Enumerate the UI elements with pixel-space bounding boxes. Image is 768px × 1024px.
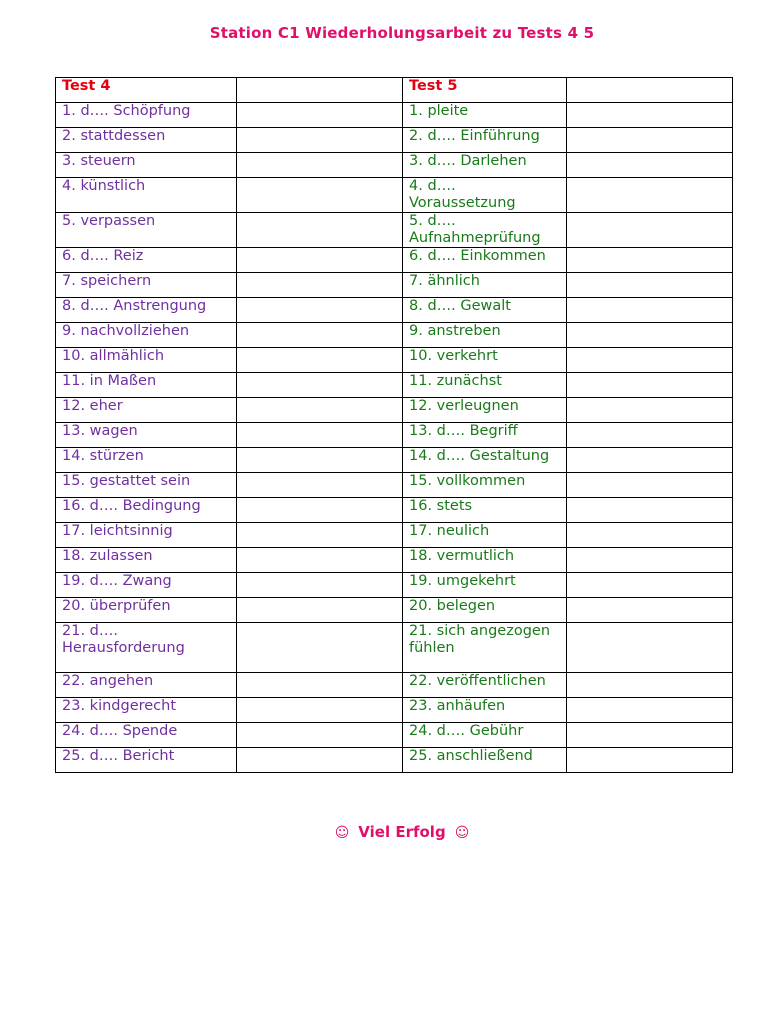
test5-item: 18. vermutlich [403,548,567,573]
test5-item: 20. belegen [403,598,567,623]
answer-cell [567,128,733,153]
answer-cell [567,523,733,548]
test4-item: 12. eher [56,398,237,423]
answer-cell [567,213,733,248]
answer-cell [237,748,403,773]
test5-item: 11. zunächst [403,373,567,398]
answer-cell [237,78,403,103]
answer-cell [567,448,733,473]
table-row [56,548,733,573]
smiley-icon: ☺ [454,825,470,841]
answer-cell [567,298,733,323]
answer-cell [237,473,403,498]
table-row [56,213,733,248]
test5-item: 2. d…. Einführung [403,128,567,153]
answer-cell [567,673,733,698]
answer-cell [237,698,403,723]
test4-item: 6. d…. Reiz [56,248,237,273]
answer-cell [567,723,733,748]
test4-item: 13. wagen [56,423,237,448]
answer-cell [237,423,403,448]
test4-item: 9. nachvollziehen [56,323,237,348]
test4-item: 14. stürzen [56,448,237,473]
table-row [56,273,733,298]
answer-cell [567,548,733,573]
test4-item: 21. d…. Herausforderung [56,623,237,673]
table-row [56,573,733,598]
table-row [56,623,733,673]
test5-item: 23. anhäufen [403,698,567,723]
table-row [56,398,733,423]
answer-cell [237,298,403,323]
table-row [56,373,733,398]
answer-cell [567,178,733,213]
test5-item: 21. sich angezogen fühlen [403,623,567,673]
test4-item: 25. d…. Bericht [56,748,237,773]
answer-cell [237,348,403,373]
answer-cell [567,598,733,623]
test4-header: Test 4 [56,78,237,103]
test4-item: 2. stattdessen [56,128,237,153]
test4-item: 5. verpassen [56,213,237,248]
answer-cell [237,373,403,398]
answer-cell [567,103,733,128]
test5-item: 4. d…. Voraussetzung [403,178,567,213]
table-row [56,673,733,698]
answer-cell [237,323,403,348]
test5-item: 5. d…. Aufnahmeprüfung [403,213,567,248]
table-row [56,598,733,623]
answer-cell [567,473,733,498]
footer-message [0,823,768,841]
answer-cell [567,273,733,298]
vocabulary-table [55,77,733,773]
answer-cell [237,523,403,548]
answer-cell [567,153,733,178]
smiley-icon: ☺ [334,825,350,841]
test4-item: 22. angehen [56,673,237,698]
table-row [56,498,733,523]
table-row [56,748,733,773]
test4-item: 10. allmählich [56,348,237,373]
table-row [56,698,733,723]
table-header-row [56,78,733,103]
test4-item: 23. kindgerecht [56,698,237,723]
test5-item: 14. d…. Gestaltung [403,448,567,473]
table-row [56,523,733,548]
answer-cell [237,248,403,273]
table-row [56,448,733,473]
table-row [56,128,733,153]
test4-item: 16. d…. Bedingung [56,498,237,523]
test4-item: 1. d…. Schöpfung [56,103,237,128]
answer-cell [567,423,733,448]
test5-item: 22. veröffentlichen [403,673,567,698]
answer-cell [237,623,403,673]
test5-item: 1. pleite [403,103,567,128]
table-row [56,348,733,373]
test4-item: 18. zulassen [56,548,237,573]
answer-cell [237,723,403,748]
page-title: Station C1 Wiederholungsarbeit zu Tests 4 5 [209,24,595,42]
answer-cell [237,448,403,473]
test4-item: 17. leichtsinnig [56,523,237,548]
test5-item: 3. d…. Darlehen [403,153,567,178]
answer-cell [567,248,733,273]
answer-cell [237,178,403,213]
test4-item: 15. gestattet sein [56,473,237,498]
test5-item: 9. anstreben [403,323,567,348]
table-row [56,248,733,273]
answer-cell [237,498,403,523]
test5-item: 12. verleugnen [403,398,567,423]
table-row [56,103,733,128]
answer-cell [567,573,733,598]
test4-item: 8. d…. Anstrengung [56,298,237,323]
answer-cell [567,623,733,673]
test5-item: 6. d…. Einkommen [403,248,567,273]
test5-item: 19. umgekehrt [403,573,567,598]
test5-item: 8. d…. Gewalt [403,298,567,323]
answer-cell [237,128,403,153]
table-row [56,178,733,213]
answer-cell [237,398,403,423]
test5-item: 15. vollkommen [403,473,567,498]
answer-cell [237,273,403,298]
answer-cell [567,373,733,398]
answer-cell [567,498,733,523]
test4-item: 3. steuern [56,153,237,178]
answer-cell [567,398,733,423]
test5-item: 10. verkehrt [403,348,567,373]
table-row [56,723,733,748]
answer-cell [567,748,733,773]
test5-item: 25. anschließend [403,748,567,773]
answer-cell [567,323,733,348]
test5-item: 16. stets [403,498,567,523]
test4-item: 7. speichern [56,273,237,298]
answer-cell [237,673,403,698]
footer-text: Viel Erfolg [358,823,446,841]
test5-item: 24. d…. Gebühr [403,723,567,748]
table-row [56,153,733,178]
test4-item: 4. künstlich [56,178,237,213]
table-row [56,323,733,348]
answer-cell [237,153,403,178]
answer-cell [567,78,733,103]
answer-cell [237,573,403,598]
test5-item: 7. ähnlich [403,273,567,298]
test4-item: 20. überprüfen [56,598,237,623]
table-row [56,423,733,448]
test5-header: Test 5 [403,78,567,103]
answer-cell [237,103,403,128]
test4-item: 19. d…. Zwang [56,573,237,598]
table-row [56,473,733,498]
answer-cell [237,213,403,248]
answer-cell [567,348,733,373]
test4-item: 24. d…. Spende [56,723,237,748]
answer-cell [567,698,733,723]
answer-cell [237,548,403,573]
table-row [56,298,733,323]
test5-item: 13. d…. Begriff [403,423,567,448]
test5-item: 17. neulich [403,523,567,548]
answer-cell [237,598,403,623]
test4-item: 11. in Maßen [56,373,237,398]
